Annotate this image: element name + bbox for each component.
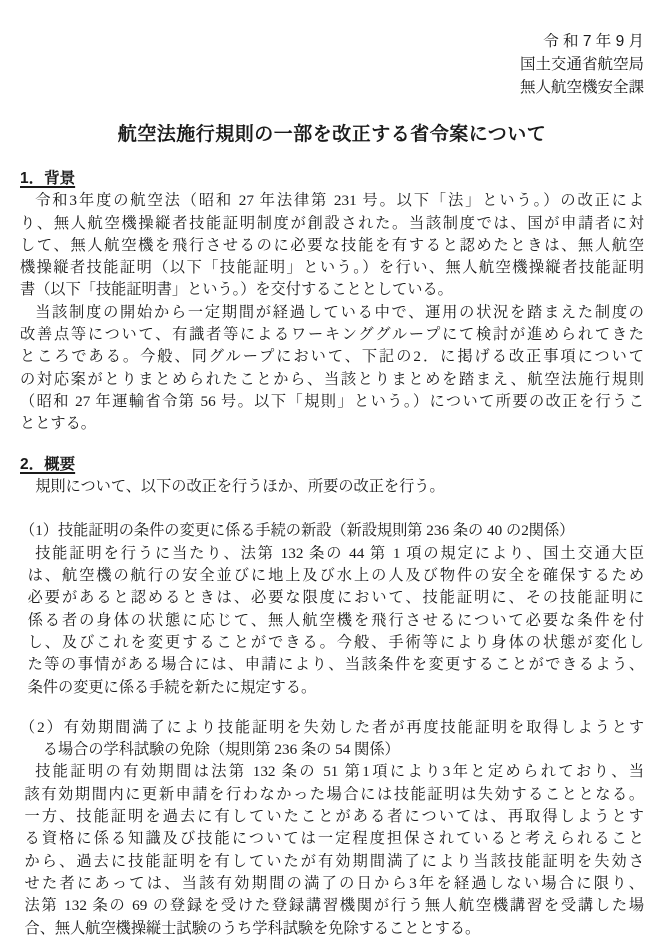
blank-line: [20, 699, 644, 717]
doc-header-right: [20, 30, 644, 99]
text-line: た等の事情がある場合には、申請により、当該条件を変更することができるよう、: [27, 656, 644, 674]
text-line: り、無人航空機操縦者技能証明制度が創設された。当該制度では、国が申請者に対: [20, 214, 644, 232]
text-line: る資格に係る知識及び技能については一定程度担保されていると考えられること: [24, 830, 644, 848]
overview-intro: [20, 476, 644, 498]
blank-line: [20, 498, 644, 520]
text-line: 法第 132 条の 69 の登録を受けた登録講習機関が行う無人航空機講習を受講した場: [24, 897, 644, 915]
text-line: 令和3年度の航空法（昭和 27 年法律第 231 号。以下「法」という。）の改正によ: [35, 192, 644, 210]
header-line: 令 和 7 年 9 月: [543, 33, 644, 50]
text-line: 改善点等について、有識者等によるワーキンググループにて検討が進められてきた: [20, 326, 644, 344]
text-line: 一方、技能証明を過去に有していたことがある者については、再取得しようとす: [24, 808, 644, 826]
text-line: せた者にあっては、当該有効期間の満了の日から3年を経過しない場合に限り、: [24, 874, 644, 892]
text-line: る場合の学科試験の免除（規則第 236 条の 54 関係）: [42, 741, 400, 759]
text-line: 当該制度の開始から一定期間が経過している中で、運用の状況を踏まえた制度の: [35, 303, 644, 321]
overview-item-2: [20, 717, 644, 940]
text-line: 規則について、以下の改正を行うほか、所要の改正を行う。: [35, 477, 445, 495]
background-paragraph-1: [20, 190, 644, 301]
text-line: 合、無人航空機操縦士試験のうち学科試験を免除することとする。: [24, 919, 481, 937]
text-line: から、過去に技能証明を有していたが有効期間満了により当該技能証明を失効さ: [24, 852, 644, 870]
text-line: 技能証明を行うに当たり、法第 132 条の 44 第 1 項の規定により、国土交通大臣: [35, 544, 644, 562]
header-line: 国土交通省航空局: [519, 56, 644, 73]
background-paragraph-2: [20, 302, 644, 436]
section-heading-text: 2．概要: [20, 455, 76, 473]
text-line: の対応案がとりまとめられたことから、当該とりまとめを踏まえ、航空法施行規則: [20, 370, 644, 388]
text-line: （昭和 27 年運輸省令第 56 号。以下「規則」という。）について所要の改正を行うこ: [20, 392, 644, 410]
text-line: （2）有効期間満了により技能証明を失効した者が再度技能証明を取得しようとす: [20, 718, 644, 736]
text-line: 機操縦者技能証明（以下「技能証明」という。）を行い、無人航空機操縦者技能証明: [20, 259, 644, 277]
text-line: 技能証明の有効期間は法第 132 条の 51 第1項により3年と定められており、当: [35, 763, 644, 781]
blank-line: [20, 436, 644, 454]
text-line: は、航空機の航行の安全並びに地上及び水上の人及び物件の安全を確保するため: [27, 567, 644, 585]
text-line: ととする。: [20, 415, 96, 433]
text-line: 該有効期間内に更新申請を行わなかった場合には技能証明は失効することとなる。: [24, 785, 644, 803]
text-line: 書（以下「技能証明書」という。）を交付することとしている。: [20, 281, 453, 299]
page-title: 航空法施行規則の一部を改正する省令案について: [117, 124, 547, 145]
section-heading-background: [20, 168, 644, 190]
text-line: して、無人航空機を飛行させるのに必要な技能を有すると認めたときは、無人航空: [20, 236, 644, 254]
header-line: 無人航空機安全課: [519, 79, 644, 96]
doc-body: [20, 168, 644, 940]
section-heading-text: 1．背景: [20, 170, 76, 187]
text-line: 必要があると認めるときは、必要な限度において、技能証明に、その技能証明に: [27, 589, 644, 607]
section-heading-overview: [20, 454, 644, 476]
text-line: 条件の変更に係る手続を新たに規定する。: [27, 678, 317, 696]
text-line: 係る者の身体の状態に応じて、無人航空機を飛行させるについて必要な条件を付: [27, 611, 644, 629]
text-line: （1）技能証明の条件の変更に係る手続の新設（新設規則第 236 条の 40 の2関係）: [20, 522, 575, 540]
overview-item-1: [20, 520, 644, 698]
text-line: ところである。今般、同グループにおいて、下記の2．に掲げる改正事項について: [20, 348, 644, 366]
text-line: し、及びこれを変更することができる。今般、手術等により身体の状態が変化し: [27, 633, 644, 651]
